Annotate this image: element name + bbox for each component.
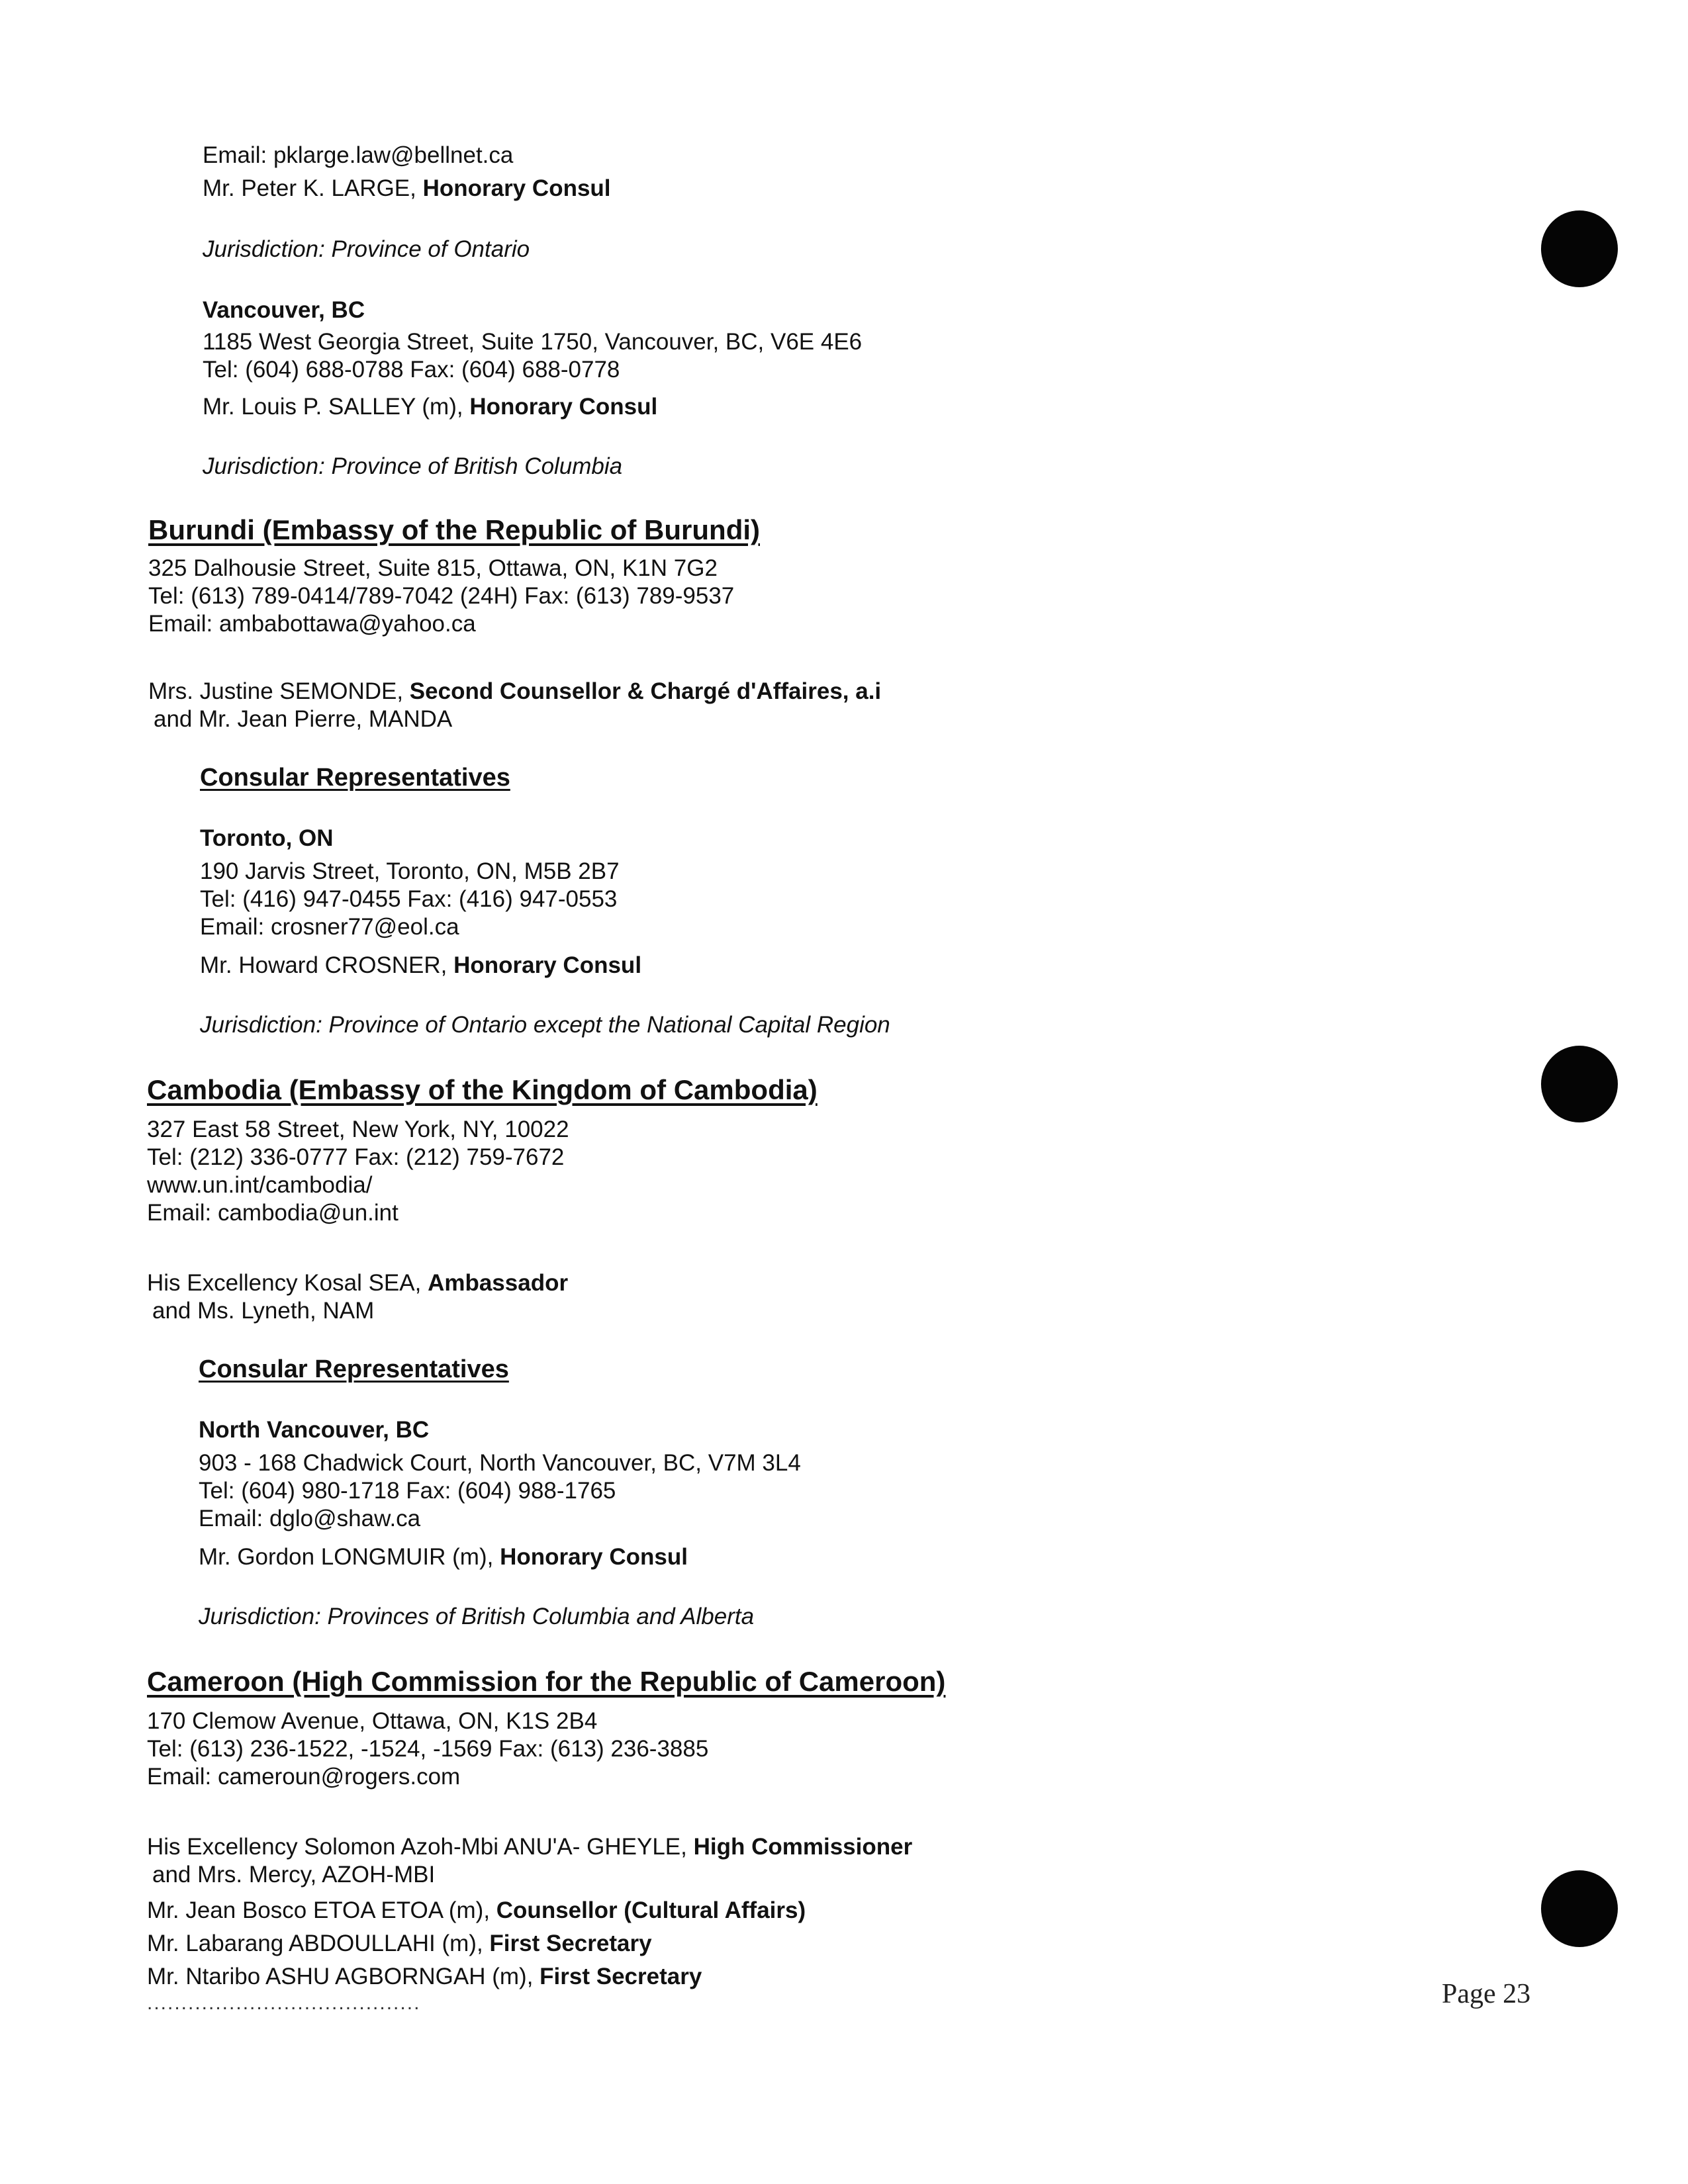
burundi-consul-title: Honorary Consul — [453, 952, 642, 978]
vancouver-city: Vancouver, BC — [203, 297, 365, 323]
cambodia-consul-name: Mr. Gordon LONGMUIR (m), — [199, 1544, 500, 1570]
burundi-consular-heading: Consular Representatives — [200, 764, 510, 792]
burundi-tel: Tel: (613) 789-0414/789-7042 (24H) Fax: (613) 789-9537 — [148, 583, 735, 609]
burundi-consul-name: Mr. Howard CROSNER, — [200, 952, 454, 978]
cambodia-web: www.un.int/cambodia/ — [147, 1172, 373, 1198]
cambodia-head-line — [147, 1269, 568, 1297]
burundi-head-line — [148, 678, 881, 705]
cameroon-staff-row — [147, 1897, 806, 1925]
cameroon-staff-title: Counsellor (Cultural Affairs) — [496, 1897, 806, 1923]
cameroon-heading: Cameroon (High Commission for the Republic of Cameroon) — [147, 1666, 946, 1697]
cambodia-consul-jurisdiction: Jurisdiction: Provinces of British Columbia and Alberta — [199, 1604, 755, 1629]
burundi-address: 325 Dalhousie Street, Suite 815, Ottawa, ON, K1N 7G2 — [148, 555, 718, 581]
cameroon-staff-title: First Secretary — [489, 1931, 652, 1956]
cameroon-tel: Tel: (613) 236-1522, -1524, -1569 Fax: (613) 236-3885 — [147, 1736, 709, 1762]
cameroon-email: Email: cameroun@rogers.com — [147, 1764, 461, 1790]
punch-hole-top — [1541, 210, 1618, 287]
vancouver-consul-title: Honorary Consul — [469, 394, 658, 420]
burundi-consul-city: Toronto, ON — [200, 825, 334, 851]
prev-consul-name: Mr. Peter K. LARGE, — [203, 175, 423, 201]
prev-email: Email: pklarge.law@bellnet.ca — [203, 142, 514, 168]
vancouver-consul-name: Mr. Louis P. SALLEY (m), — [203, 394, 470, 420]
cambodia-spouse: and Ms. Lyneth, NAM — [152, 1298, 375, 1324]
prev-jurisdiction: Jurisdiction: Province of Ontario — [203, 236, 530, 262]
burundi-heading: Burundi (Embassy of the Republic of Burundi) — [148, 514, 760, 545]
page-number: Page 23 — [1442, 1979, 1531, 2009]
cambodia-consul-address: 903 - 168 Chadwick Court, North Vancouver, BC, V7M 3L4 — [199, 1450, 801, 1476]
cambodia-tel: Tel: (212) 336-0777 Fax: (212) 759-7672 — [147, 1144, 565, 1170]
burundi-head-name: Mrs. Justine SEMONDE, — [148, 678, 410, 704]
cambodia-consul-line — [199, 1543, 688, 1571]
burundi-consul-email: Email: crosner77@eol.ca — [200, 914, 459, 940]
vancouver-tel: Tel: (604) 688-0788 Fax: (604) 688-0778 — [203, 357, 620, 383]
prev-consul-title: Honorary Consul — [422, 175, 611, 201]
burundi-email: Email: ambabottawa@yahoo.ca — [148, 611, 476, 637]
cameroon-address: 170 Clemow Avenue, Ottawa, ON, K1S 2B4 — [147, 1708, 598, 1734]
cambodia-address: 327 East 58 Street, New York, NY, 10022 — [147, 1116, 569, 1142]
cameroon-staff-title: First Secretary — [539, 1964, 702, 1989]
cambodia-consul-email: Email: dglo@shaw.ca — [199, 1506, 421, 1531]
cameroon-head-title: High Commissioner — [693, 1834, 913, 1860]
cambodia-email: Email: cambodia@un.int — [147, 1200, 399, 1226]
burundi-consul-tel: Tel: (416) 947-0455 Fax: (416) 947-0553 — [200, 886, 618, 912]
continuation-dots: ........................................ — [147, 1992, 421, 2014]
vancouver-jurisdiction: Jurisdiction: Province of British Columbia — [203, 453, 623, 479]
cambodia-head-title: Ambassador — [428, 1270, 569, 1296]
vancouver-consul-line — [203, 393, 657, 421]
cameroon-staff-name: Mr. Jean Bosco ETOA ETOA (m), — [147, 1897, 496, 1923]
cameroon-head-line — [147, 1833, 912, 1861]
prev-consul-line — [203, 175, 611, 203]
cameroon-spouse: and Mrs. Mercy, AZOH-MBI — [152, 1862, 436, 1888]
burundi-consul-jurisdiction: Jurisdiction: Province of Ontario except the National Capital Region — [200, 1012, 890, 1038]
vancouver-address: 1185 West Georgia Street, Suite 1750, Vancouver, BC, V6E 4E6 — [203, 329, 863, 355]
cameroon-staff-name: Mr. Ntaribo ASHU AGBORNGAH (m), — [147, 1964, 540, 1989]
cameroon-staff-row — [147, 1963, 702, 1991]
cambodia-heading: Cambodia (Embassy of the Kingdom of Cambodia) — [147, 1074, 818, 1105]
cambodia-consular-heading: Consular Representatives — [199, 1355, 509, 1383]
cambodia-consul-tel: Tel: (604) 980-1718 Fax: (604) 988-1765 — [199, 1478, 616, 1504]
burundi-spouse: and Mr. Jean Pierre, MANDA — [154, 706, 453, 732]
cambodia-head-name: His Excellency Kosal SEA, — [147, 1270, 428, 1296]
cameroon-head-name: His Excellency Solomon Azoh-Mbi ANU'A- GHEYLE, — [147, 1834, 694, 1860]
burundi-head-title: Second Counsellor & Chargé d'Affaires, a.i — [409, 678, 882, 704]
cambodia-consul-title: Honorary Consul — [500, 1544, 688, 1570]
punch-hole-middle — [1541, 1046, 1618, 1122]
burundi-consul-line — [200, 952, 641, 979]
punch-hole-bottom — [1541, 1870, 1618, 1947]
burundi-consul-address: 190 Jarvis Street, Toronto, ON, M5B 2B7 — [200, 858, 620, 884]
cambodia-consul-city: North Vancouver, BC — [199, 1417, 430, 1443]
cameroon-staff-row — [147, 1930, 652, 1958]
cameroon-staff-name: Mr. Labarang ABDOULLAHI (m), — [147, 1931, 490, 1956]
